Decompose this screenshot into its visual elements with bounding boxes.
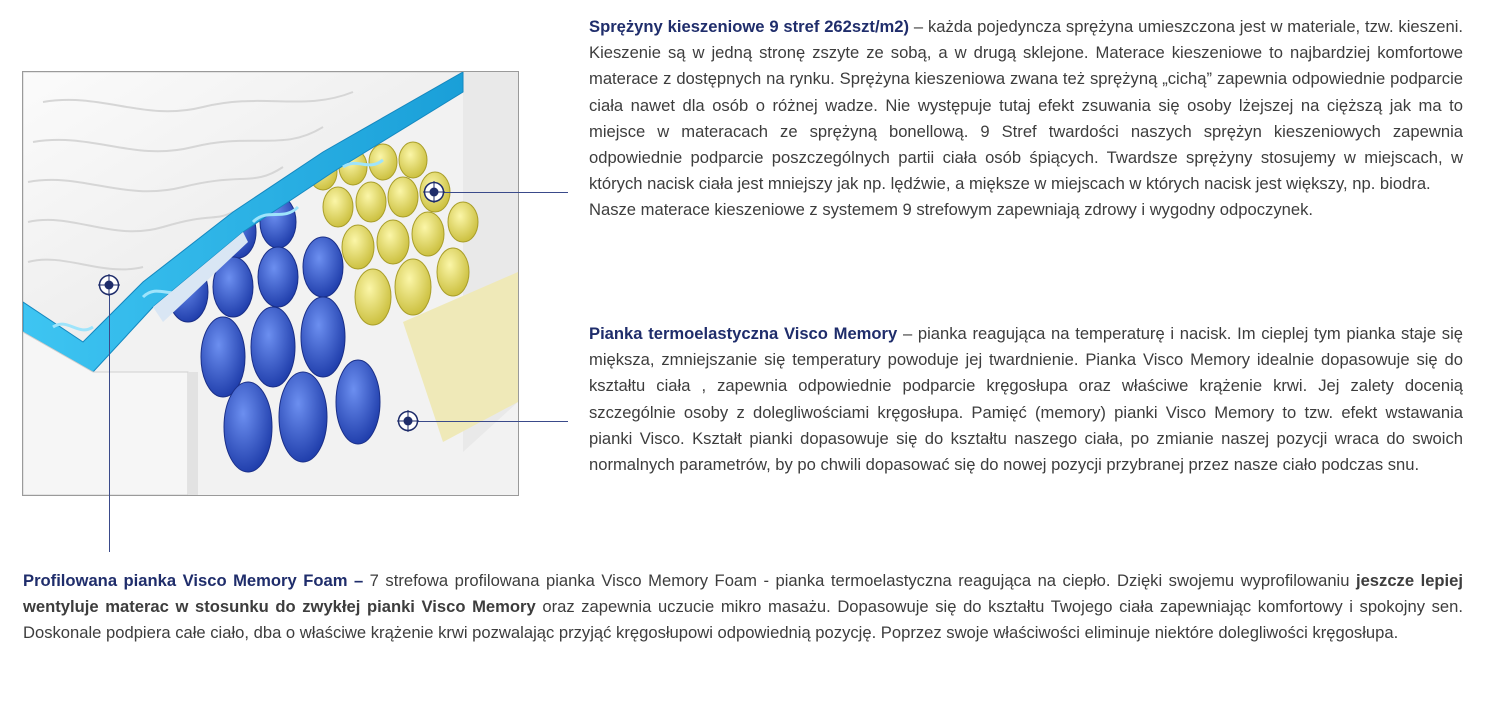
profiled-foam-description bbox=[23, 568, 1463, 647]
target-marker-icon bbox=[98, 274, 120, 296]
springs-body: – każda pojedyncza sprężyna umieszczona jest w materiale, tzw. kieszeni. Kieszenie są w jedną stronę zszyte ze sobą, a w drugą sklejone. Materace kieszeniowe to najbardziej komfortowe materace z dostępnych na rynku. Sprężyna kieszeniowa zwana też sprężyną „cichą” zapewnia odpowiednie podparcie ciała nawet dla osób o różnej wadze. Nie występuje tutaj efekt zsuwania się osoby lżejszej na cięższą jak ma to miejsce w materacach ze sprężyną bonellową. 9 Stref twardości naszych sprężyn kieszeniowych zapewnia odpowiednie podparcie poszczególnych partii ciała osób śpiących. Twardsze sprężyny stosujemy w miejscach, w których nacisk ciała jest mniejszy jak np. lędźwie, a miększe w miejscach w których nacisk jest większy, np. biodra. bbox=[589, 17, 1463, 194]
mattress-cross-section-image bbox=[22, 71, 519, 496]
callout-line-visco bbox=[408, 421, 568, 422]
callout-line-springs bbox=[434, 192, 568, 193]
springs-closing: Nasze materace kieszeniowe z systemem 9 strefowym zapewniają zdrowy i wygodny odpoczynek. bbox=[589, 200, 1313, 220]
profiled-body-end: oraz zapewnia uczucie mikro masażu. Dopasowuje się do kształtu Twojego ciała zapewniając komfortowy i spokojny sen. Doskonale podpiera całe ciało, dba o właściwe krążenie krwi pozwalając przyjąć kręgosłupowi odpowiednią pozycję. Poprzez swoje właściwości eliminuje niektóre dolegliwości kręgosłupa. bbox=[23, 597, 1463, 643]
target-marker-icon bbox=[423, 181, 445, 203]
profiled-body-bold: jeszcze lepiej wentyluje materac w stosunku do zwykłej pianki Visco Memory bbox=[23, 571, 1464, 617]
callout-line-profiled bbox=[109, 285, 110, 552]
profiled-body-start: 7 strefowa profilowana pianka Visco Memory Foam - pianka termoelastyczna reagująca na ciepło. Dzięki swojemu wyprofilowaniu bbox=[363, 571, 1356, 590]
visco-heading: Pianka termoelastyczna Visco Memory bbox=[589, 324, 898, 343]
profiled-heading: Profilowana pianka Visco Memory Foam – bbox=[23, 571, 364, 590]
visco-body: – pianka reagująca na temperaturę i nacisk. Im cieplej tym pianka staje się miększa, zmniejszanie się temperatury powoduje jej twardnienie. Pianka Visco Memory idealnie dopasowuje się do kształtu ciała , zapewnia odpowiednie podparcie kręgosłupa oraz właściwe krążenie krwi. Jej zalety docenią szczególnie osoby z dolegliwościami kręgosłupa. Pamięć (memory) pianki Visco Memory to tzw. efekt wstawania pianki Visco. Kształt pianki dopasowuje się do kształtu naszego ciała, po zmianie naszej pozycji wraca do swoich normalnych parametrów, by po chwili dopasować się do nowej pozycji przybranej przez nasze ciało podczas snu. bbox=[589, 324, 1463, 475]
springs-heading: Sprężyny kieszeniowe 9 stref 262szt/m2) bbox=[589, 17, 910, 36]
target-marker-icon bbox=[397, 410, 419, 432]
springs-description bbox=[589, 14, 1463, 224]
visco-description bbox=[589, 321, 1463, 478]
